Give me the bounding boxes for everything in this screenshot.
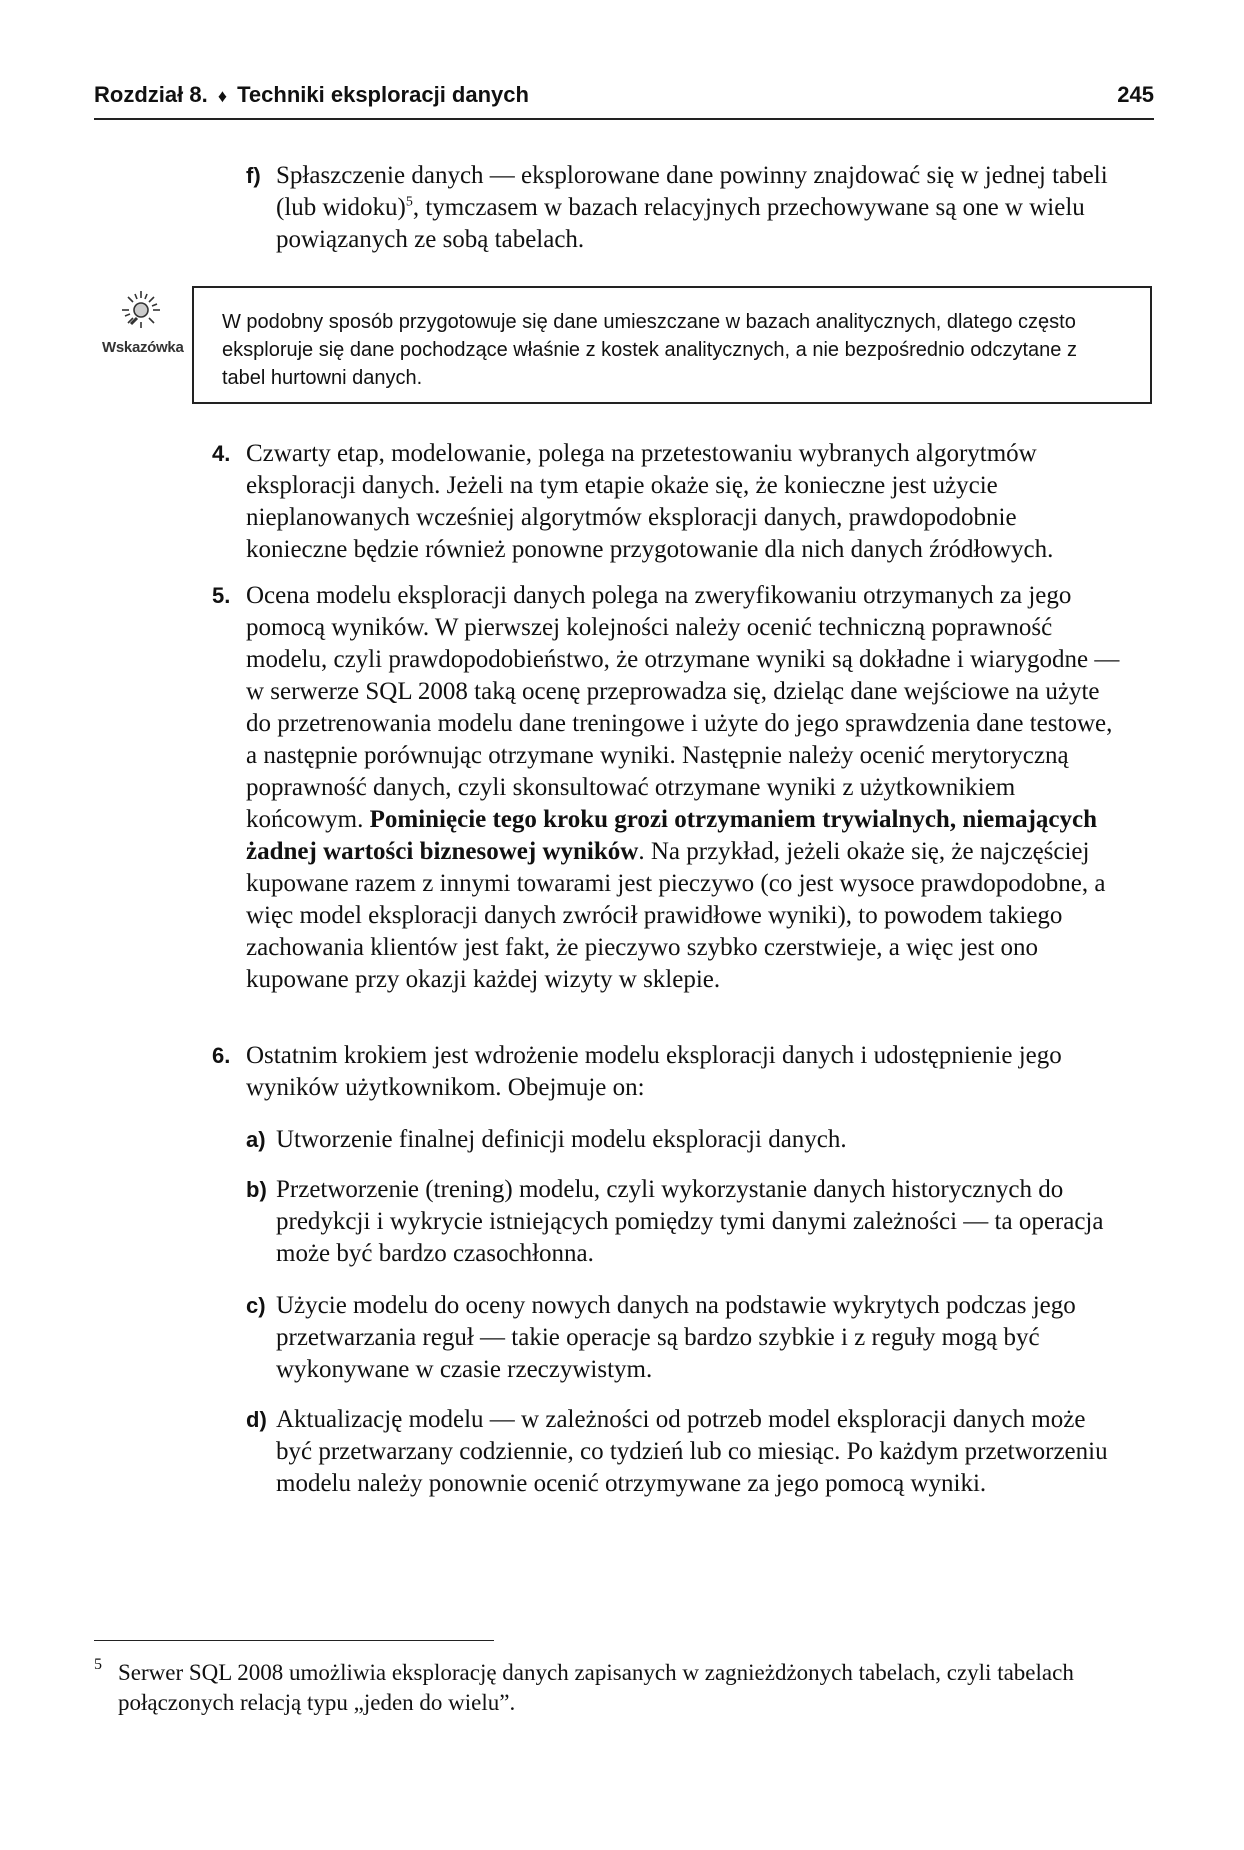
item-text-part: Ocena modelu eksploracji danych polega na zweryfikowaniu otrzymanych za jego pomocą wyników. W pierwszej kolejności należy ocenić techniczną poprawność modelu, czyli prawdopodobieństwo, że otrzymane wyniki są dokładne i wiarygodne — w serwerze SQL 2008 taką ocenę przeprowadza się, dzieląc dane wejściowe na użyte do przetrenowania modelu dane treningowe i użyte do jego sprawdzenia dane testowe, a następnie porównując otrzymane wyniki. Następnie należy ocenić merytoryczną poprawność danych, czyli skonsultować otrzymane wyniki z użytkownikiem końcowym. <box>246 582 1120 833</box>
footnote-reference[interactable]: 5 <box>405 194 413 210</box>
emphasis-text: Pominięcie tego kroku grozi otrzymaniem trywialnych, niemających żadnej wartości biznesowej wyników <box>246 806 1098 865</box>
chapter-title: Techniki eksploracji danych <box>237 82 529 107</box>
item-text: Czwarty etap, modelowanie, polega na przetestowaniu wybranych algorytmów eksploracji danych. Jeżeli na tym etapie okaże się, że konieczne jest użycie nieplanowanych wcześniej algorytmów eksploracji danych, prawdopodobnie konieczne będzie również ponowne przygotowanie dla nich danych źródłowych. <box>246 440 1054 563</box>
list-item-6 <box>212 1040 1124 1104</box>
item-text-part: Spłaszczenie danych — eksplorowane dane powinny znajdować się w jednej tabeli (lub widoku) <box>276 162 1108 221</box>
header-left <box>94 82 529 108</box>
item-marker: 5. <box>212 583 231 608</box>
item-marker: b) <box>246 1177 267 1202</box>
tip-label: Wskazówka <box>102 339 184 356</box>
lightbulb-icon <box>119 288 163 334</box>
chapter-label: Rozdział 8. <box>94 82 208 107</box>
item-text: Przetworzenie (trening) modelu, czyli wykorzystanie danych historycznych do predykcji i wykrycie istniejących pomiędzy tymi danymi zależności — ta operacja może być bardzo czasochłonna. <box>276 1176 1104 1267</box>
item-marker: 6. <box>212 1043 231 1068</box>
item-marker: d) <box>246 1407 267 1432</box>
list-item-4 <box>212 438 1124 566</box>
list-item-6b <box>246 1174 1126 1270</box>
footnote-divider <box>94 1640 494 1641</box>
list-item-5 <box>212 580 1124 996</box>
running-header <box>94 78 1154 120</box>
tip-text: W podobny sposób przygotowuje się dane umieszczane w bazach analitycznych, dlatego często eksploruje się dane pochodzące właśnie z kostek analitycznych, a nie bezpośrednio odczytane z tabel hurtowni danych. <box>222 311 1077 389</box>
item-marker: c) <box>246 1293 266 1318</box>
footnote-marker: 5 <box>94 1656 102 1673</box>
item-text <box>276 160 1126 256</box>
item-text-part: . Na przykład, jeżeli okaże się, że najczęściej kupowane razem z innymi towarami jest pieczywo (co jest wysoce prawdopodobne, a więc model eksploracji danych zwrócił prawidłowe wyniki), to powodem takiego zachowania klientów jest fakt, że pieczywo szybko czerstwieje, a więc jest ono kupowane przy okazji każdej wizyty w sklepie. <box>246 838 1106 993</box>
list-item-6c <box>246 1290 1126 1386</box>
list-item-6a <box>246 1124 1126 1156</box>
list-item-6d <box>246 1404 1126 1500</box>
item-text: Utworzenie finalnej definicji modelu eksploracji danych. <box>276 1126 847 1153</box>
diamond-icon: ♦ <box>217 86 227 106</box>
tip-marker <box>102 288 184 356</box>
item-marker: 4. <box>212 441 231 466</box>
item-text <box>246 580 1124 996</box>
item-text: Użycie modelu do oceny nowych danych na podstawie wykrytych podczas jego przetwarzania reguł — takie operacje są bardzo szybkie i z reguły mogą być wykonywane w czasie rzeczywistym. <box>276 1292 1076 1383</box>
footnote-text: Serwer SQL 2008 umożliwia eksplorację danych zapisanych w zagnieżdżonych tabelach, czyli tabelach połączonych relacją typu „jeden do wielu”. <box>118 1660 1074 1715</box>
item-text-part: , tymczasem w bazach relacyjnych przechowywane są one w wielu powiązanych ze sobą tabelach. <box>276 194 1085 253</box>
item-text: Aktualizację modelu — w zależności od potrzeb model eksploracji danych może być przetwarzany codziennie, co tydzień lub co miesiąc. Po każdym przetworzeniu modelu należy ponownie ocenić otrzymywane za jego pomocą wyniki. <box>276 1406 1108 1497</box>
item-marker: a) <box>246 1127 266 1152</box>
tip-box <box>192 286 1152 404</box>
footnote <box>94 1658 1154 1718</box>
list-item-f <box>246 160 1126 256</box>
item-marker: f) <box>246 163 261 188</box>
page-number: 245 <box>1117 82 1154 107</box>
item-text: Ostatnim krokiem jest wdrożenie modelu eksploracji danych i udostępnienie jego wyników użytkownikom. Obejmuje on: <box>246 1042 1062 1101</box>
